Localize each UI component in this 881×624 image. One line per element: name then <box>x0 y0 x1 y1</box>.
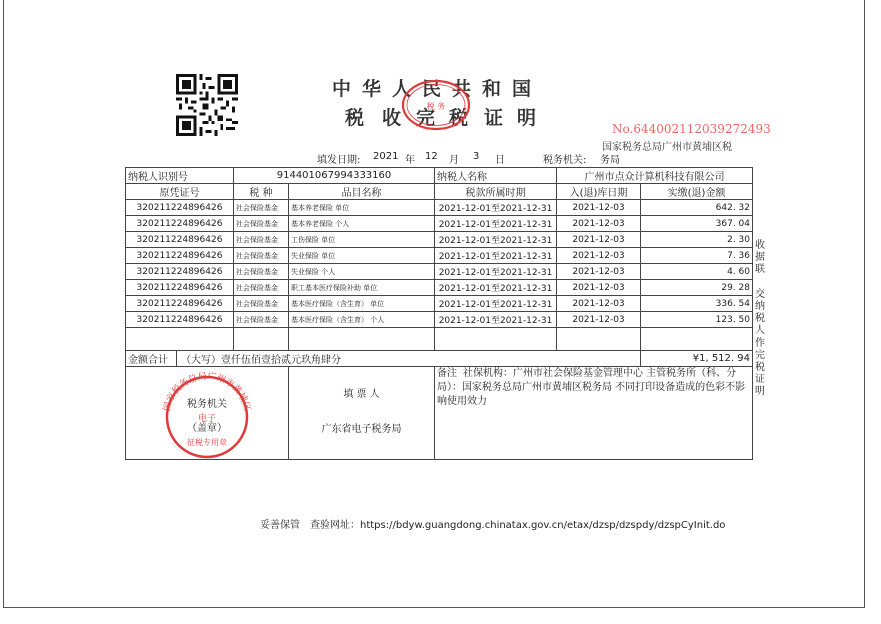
title-char: 中 <box>332 78 352 100</box>
title-char: 华 <box>362 78 382 100</box>
seal-cell <box>126 367 289 460</box>
issue-year-unit: 年 <box>405 155 415 166</box>
tax-type-cell: 社会保险基金 <box>234 200 289 216</box>
voucher-cell: 320211224896426 <box>126 232 234 248</box>
table-row <box>126 200 753 216</box>
total-label: 金额合计 <box>128 351 177 366</box>
amount-cell: 367. 04 <box>641 216 753 232</box>
tax-office-label: 税务机关: <box>543 155 587 166</box>
total-words-cell <box>126 351 641 367</box>
title-char: 共 <box>452 78 472 100</box>
period-cell: 2021-12-01至2021-12-31 <box>435 296 557 312</box>
amount-cell: 642. 32 <box>641 200 753 216</box>
amount-cell: 29. 28 <box>641 280 753 296</box>
taxpayer-row <box>126 168 753 184</box>
side-char: 收 <box>755 240 765 251</box>
total-row <box>126 351 753 367</box>
tax-type-cell: 社会保险基金 <box>234 312 289 328</box>
table-row <box>126 248 753 264</box>
qr-code-icon <box>176 74 238 136</box>
filler-value: 广东省电子税务局 <box>321 424 402 435</box>
side-char: 完 <box>755 349 765 361</box>
table-row <box>126 296 753 312</box>
column-header: 税 种 <box>234 184 289 200</box>
date-cell: 2021-12-03 <box>557 312 641 328</box>
issue-month-unit: 月 <box>449 155 459 166</box>
table-row <box>126 280 753 296</box>
seal-line1: 税务机关 <box>187 399 227 410</box>
table-row <box>126 264 753 280</box>
date-cell: 2021-12-03 <box>557 232 641 248</box>
tax-certificate-table <box>125 167 753 460</box>
column-header: 原凭证号 <box>126 184 234 200</box>
seal-outer-text: 国家税务总局广州市黄埔区 <box>162 371 252 413</box>
taxpayer-name-label: 纳税人名称 <box>435 168 557 184</box>
taxpayer-name-value: 广州市点众计算机科技有限公司 <box>557 168 753 184</box>
tax-type-cell: 社会保险基金 <box>234 296 289 312</box>
tax-type-cell: 社会保险基金 <box>234 232 289 248</box>
voucher-cell: 320211224896426 <box>126 296 234 312</box>
oval-tax-seal <box>401 79 471 131</box>
title-char: 和 <box>482 78 502 100</box>
side-char: 联 <box>755 264 765 276</box>
issue-year: 2021 <box>373 151 399 162</box>
item-cell: 基本养老保险 个人 <box>289 216 435 232</box>
bottom-row <box>126 367 753 460</box>
title-char: 税 <box>345 107 365 129</box>
amount-cell: 4. 60 <box>641 264 753 280</box>
date-cell: 2021-12-03 <box>557 216 641 232</box>
date-cell: 2021-12-03 <box>557 200 641 216</box>
table-row <box>126 216 753 232</box>
side-char: 明 <box>755 386 765 398</box>
blank-row <box>126 328 753 351</box>
date-cell: 2021-12-03 <box>557 280 641 296</box>
round-tax-seal <box>145 369 269 459</box>
date-cell: 2021-12-03 <box>557 264 641 280</box>
seal-line4: 征税专用章 <box>187 438 227 447</box>
side-char: 证 <box>755 374 765 386</box>
issue-date-label: 填发日期: <box>317 155 361 166</box>
side-char: 据 <box>755 252 765 264</box>
voucher-cell: 320211224896426 <box>126 200 234 216</box>
amount-cell: 336. 54 <box>641 296 753 312</box>
footer <box>260 516 735 531</box>
column-header: 税款所属时期 <box>435 184 557 200</box>
remark-text: 社保机构：广州市社会保险基金管理中心 主管税务所（科、分局）：国家税务总局广州市黄埔区税务局 不同打印设备造成的色彩不影响使用效力 <box>437 368 746 407</box>
taxpayer-id-value: 914401067994333160 <box>234 168 435 184</box>
tax-authority: 国家税务总局广州市黄埔区税 <box>602 142 732 153</box>
issue-day: 3 <box>473 151 480 162</box>
serial-number: No.644002112039272493 <box>612 122 771 136</box>
item-cell: 失业保险 单位 <box>289 248 435 264</box>
total-value: ¥1, 512. 94 <box>641 351 753 367</box>
issue-month: 12 <box>425 151 438 162</box>
issue-day-unit: 日 <box>495 155 505 166</box>
period-cell: 2021-12-01至2021-12-31 <box>435 216 557 232</box>
verify-label: 查验网址： <box>310 520 360 531</box>
voucher-cell: 320211224896426 <box>126 216 234 232</box>
table-row <box>126 232 753 248</box>
total-words: （大写）壹仟伍佰壹拾贰元玖角肆分 <box>181 355 341 366</box>
keep-text: 妥善保管 <box>260 520 300 531</box>
title-char: 收 <box>382 107 402 129</box>
title-char: 证 <box>484 107 504 129</box>
amount-cell: 7. 36 <box>641 248 753 264</box>
remark-cell <box>435 367 753 460</box>
page-frame-bottom <box>3 607 865 608</box>
side-char: 交 <box>755 288 765 300</box>
tax-office-value: 务局 <box>600 155 620 166</box>
voucher-cell: 320211224896426 <box>126 280 234 296</box>
date-cell: 2021-12-03 <box>557 248 641 264</box>
tax-type-cell: 社会保险基金 <box>234 264 289 280</box>
seal-line2: 电子 <box>197 414 217 424</box>
tax-type-cell: 社会保险基金 <box>234 216 289 232</box>
item-cell: 职工基本医疗保险补助 单位 <box>289 280 435 296</box>
remark-label: 备注 <box>437 368 457 379</box>
title-char: 完 <box>416 107 436 129</box>
oval-seal-text: 税 务 <box>426 102 446 111</box>
side-char: 纳 <box>755 301 765 313</box>
title-char: 税 <box>449 107 469 129</box>
item-cell: 失业保险 个人 <box>289 264 435 280</box>
seal-line3: （盖章） <box>187 423 227 434</box>
filler-cell <box>289 367 435 460</box>
verify-url[interactable]: https://bdyw.guangdong.chinatax.gov.cn/etax/dzsp/dzspdy/dzspCyInit.do <box>360 520 726 531</box>
voucher-cell: 320211224896426 <box>126 248 234 264</box>
side-char: 人 <box>755 325 765 337</box>
item-cell: 工伤保险 单位 <box>289 232 435 248</box>
table-header-row <box>126 184 753 200</box>
filler-label: 填 票 人 <box>343 389 380 400</box>
side-char: 作 <box>755 337 765 349</box>
page-frame-left <box>3 0 4 608</box>
column-header: 入(退)库日期 <box>557 184 641 200</box>
item-cell: 基本医疗保险（含生育） 单位 <box>289 296 435 312</box>
side-char <box>755 277 767 289</box>
page-frame-right <box>864 0 865 608</box>
title-char: 民 <box>422 78 442 100</box>
side-char: 税 <box>755 362 765 374</box>
period-cell: 2021-12-01至2021-12-31 <box>435 264 557 280</box>
column-header: 实缴(退)金额 <box>641 184 753 200</box>
item-cell: 基本养老保险 单位 <box>289 200 435 216</box>
title-char: 明 <box>517 107 537 129</box>
title-char: 人 <box>392 78 412 100</box>
period-cell: 2021-12-01至2021-12-31 <box>435 200 557 216</box>
taxpayer-id-label: 纳税人识别号 <box>126 168 234 184</box>
date-cell: 2021-12-03 <box>557 296 641 312</box>
period-cell: 2021-12-01至2021-12-31 <box>435 312 557 328</box>
title-char: 国 <box>512 78 532 100</box>
side-vertical-text <box>755 240 767 399</box>
item-cell: 基本医疗保险（含生育） 个人 <box>289 312 435 328</box>
voucher-cell: 320211224896426 <box>126 312 234 328</box>
tax-type-cell: 社会保险基金 <box>234 248 289 264</box>
table-row <box>126 312 753 328</box>
period-cell: 2021-12-01至2021-12-31 <box>435 280 557 296</box>
period-cell: 2021-12-01至2021-12-31 <box>435 232 557 248</box>
column-header: 品目名称 <box>289 184 435 200</box>
voucher-cell: 320211224896426 <box>126 264 234 280</box>
side-char: 税 <box>755 313 765 325</box>
amount-cell: 2. 30 <box>641 232 753 248</box>
period-cell: 2021-12-01至2021-12-31 <box>435 248 557 264</box>
amount-cell: 123. 50 <box>641 312 753 328</box>
tax-type-cell: 社会保险基金 <box>234 280 289 296</box>
